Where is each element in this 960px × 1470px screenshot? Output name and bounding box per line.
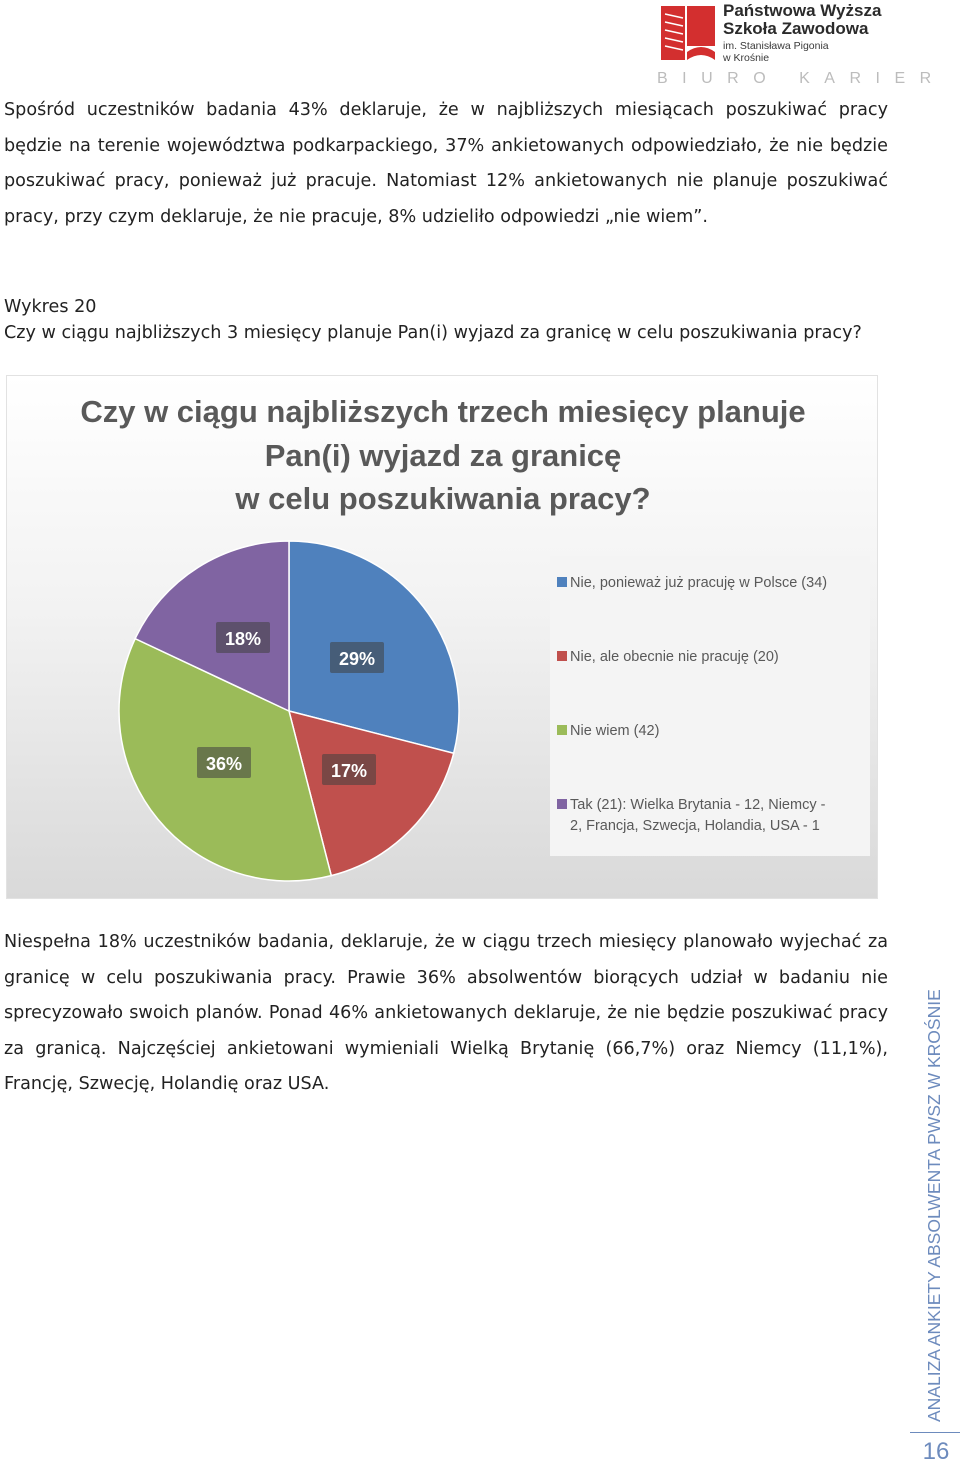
legend-label-2: Nie, ale obecnie nie pracuję (20) xyxy=(570,649,779,665)
logo-line-3: im. Stanisława Pigonia xyxy=(723,40,829,52)
pie-chart-svg xyxy=(7,376,879,900)
legend-swatch-2 xyxy=(557,651,567,661)
pie-data-label-4 xyxy=(216,622,270,653)
pie-data-label-text-4: 18% xyxy=(224,629,262,649)
summary-paragraph: Niespełna 18% uczestników badania, deklaruje, że w ciągu trzech miesięcy planowało wyjechać za granicę w celu poszukiwania pracy. Prawie 36% absolwentów biorących udział w badaniu nie sprecyzowało swoich planów. Ponad 46% ankietowanych deklaruje, że nie będzie poszukiwać pracy za granicą. Najczęściej ankietowani wymieniali Wielką Brytanię (66,7%) oraz Niemcy (11,1%), Francję, Szwecję, Holandię oraz USA. xyxy=(4,932,888,1094)
page-number-rule xyxy=(910,1432,960,1433)
pie-data-label-text-3: 36% xyxy=(205,754,243,774)
pie-data-label-2 xyxy=(322,754,376,785)
chart-title-line-3: w celu poszukiwania pracy? xyxy=(235,481,651,516)
institution-logo xyxy=(655,0,955,92)
pie-data-label-text-1: 29% xyxy=(338,649,376,669)
logo-line-4: w Krośnie xyxy=(723,52,770,64)
figure-label: Wykres 20 xyxy=(4,297,97,317)
legend-label-1: Nie, ponieważ już pracuję w Polsce (34) xyxy=(570,575,828,591)
legend-item-3 xyxy=(557,723,659,739)
legend-swatch-3 xyxy=(557,725,567,735)
pie-data-label-1 xyxy=(330,642,384,673)
pie-data-label-3 xyxy=(197,747,251,778)
legend-swatch-4 xyxy=(557,799,567,809)
chart-title-line-1: Czy w ciągu najbliższych trzech miesięcy planuje xyxy=(80,394,806,429)
logo-line-2: Szkoła Zawodowa xyxy=(723,19,869,38)
book-logo-icon xyxy=(657,2,719,64)
logo-line-1: Państwowa Wyższa xyxy=(723,1,882,20)
legend-label-4: Tak (21): Wielka Brytania - 12, Niemcy -2, Francja, Szwecja, Holandia, USA - 1 xyxy=(570,797,826,834)
side-running-title: ANALIZA ANKIETY ABSOLWENTA PWSZ W KROŚNIE xyxy=(924,989,944,1422)
logo-biuro-karier: BIURO KARIER xyxy=(657,70,946,87)
legend-swatch-1 xyxy=(557,577,567,587)
chart-title xyxy=(80,394,805,516)
legend-item-1 xyxy=(557,575,827,591)
legend-label-3: Nie wiem (42) xyxy=(570,723,660,739)
page-number: 16 xyxy=(922,1438,950,1465)
chart-title-line-2: Pan(i) wyjazd za granicę xyxy=(264,438,622,473)
intro-paragraph: Spośród uczestników badania 43% deklaruje, że w najbliższych miesiącach poszukiwać pracy będzie na terenie województwa podkarpackiego, 37% ankietowanych odpowiedziało, że nie będzie poszukiwać pracy, ponieważ już pracuje. Natomiast 12% ankietowanych nie planuje poszukiwać pracy, przy czym deklaruje, że nie pracuje, 8% udzieliło odpowiedzi „nie wiem”. xyxy=(4,100,888,227)
figure-question: Czy w ciągu najbliższych 3 miesięcy planuje Pan(i) wyjazd za granicę w celu poszukiwania pracy? xyxy=(4,323,862,343)
pie-chart xyxy=(6,375,878,899)
legend-item-2 xyxy=(557,649,779,665)
pie-data-label-text-2: 17% xyxy=(330,761,368,781)
pie-slices xyxy=(119,541,459,881)
